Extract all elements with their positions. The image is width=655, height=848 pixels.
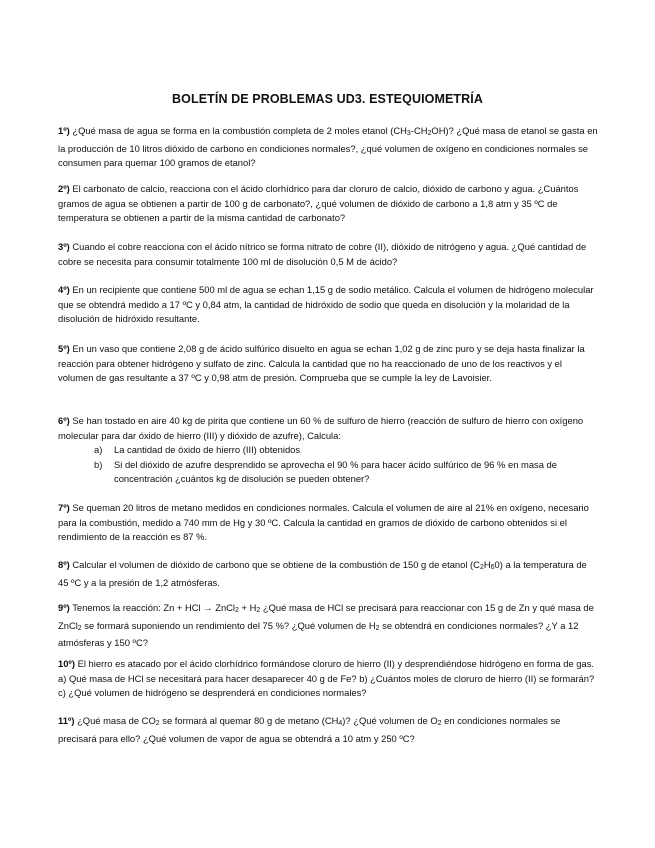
problem-text: El carbonato de calcio, reacciona con el ácido clorhídrico para dar cloruro de calcio, dióxido de carbono y agua. ¿Cuántos gramos de agua se obtienen a partir de 100 g de carbonato?, ¿qué volumen de dióxido de carbono a 1,8 atm y 35 ºC de temperatura se obtienen a partir de la misma cantidad de carbonato? bbox=[58, 183, 579, 224]
problem-text: ¿Qué masa de agua se forma en la combustión completa de 2 moles etanol (CH bbox=[69, 125, 407, 136]
problem-2 bbox=[58, 182, 598, 226]
problem-1 bbox=[58, 124, 598, 171]
list-item bbox=[58, 443, 598, 458]
problem-3 bbox=[58, 240, 598, 269]
problem-text: ¿Qué masa de HCl se precisará para reaccionar con 15 g de Zn y qué masa de ZnCl bbox=[58, 602, 594, 631]
subscript: 2 bbox=[479, 564, 484, 571]
list-item bbox=[58, 458, 598, 487]
subscript: 2 bbox=[77, 624, 82, 632]
problem-text: H bbox=[483, 559, 491, 570]
problem-6 bbox=[58, 414, 598, 487]
subscript: 2 bbox=[155, 720, 160, 727]
problem-7 bbox=[58, 501, 598, 545]
problem-text: Se queman 20 litros de metano medidos en condiciones normales. Calcula el volumen de aire al 21% en oxígeno, necesario para la combustión, medido a 740 mm de Hg y 30 ºC. Calcula la cantidad en gramos de dióxido de carbono obtenidos si el rendimiento de la reacción es 87 %. bbox=[58, 502, 589, 543]
subscript: 2 bbox=[375, 624, 380, 632]
subscript: 6 bbox=[490, 564, 495, 571]
problem-number: 9º) bbox=[58, 602, 70, 613]
problem-text: )? ¿Qué volumen de O bbox=[342, 715, 438, 726]
problem-11 bbox=[58, 714, 598, 746]
list-marker: a) bbox=[94, 444, 103, 456]
problem-text: en condiciones normales se precisará para ello? ¿Qué volumen de vapor de agua se obtendrá a 10 atm y 250 ºC? bbox=[58, 715, 561, 744]
list-marker: b) bbox=[94, 458, 103, 470]
problem-number: 6º) bbox=[58, 415, 70, 426]
document-title: BOLETÍN DE PROBLEMAS UD3. ESTEQUIOMETRÍA bbox=[172, 92, 483, 106]
problem-text: 0) a la temperatura de 45 ºC y a la presión de 1,2 atmósferas. bbox=[58, 559, 587, 588]
problem-text: Tenemos la reacción: Zn + HCl → ZnCl bbox=[69, 602, 236, 613]
problem-text: + H bbox=[238, 602, 257, 613]
problem-number: 7º) bbox=[58, 502, 70, 513]
problem-8 bbox=[58, 558, 598, 590]
list-item-text: Si del dióxido de azufre desprendido se aprovecha el 90 % para hacer ácido sulfúrico de 96 % en masa de concentración ¿cuántos kg de disolución se pueden obtener? bbox=[114, 458, 557, 485]
problem-text: OH)? ¿Qué masa de etanol se gasta en la producción de 10 litros dióxido de carbono en condiciones normales?, ¿qué volumen de oxígeno en condiciones normales se consumen para quemar 100 gramos de etanol? bbox=[58, 125, 598, 169]
problem-number: 5º) bbox=[58, 343, 70, 354]
problem-text: se obtendrá en condiciones normales? ¿Y a 12 atmósferas y 150 ºC? bbox=[58, 619, 579, 649]
subscript: 4 bbox=[338, 720, 343, 727]
subscript: 3 bbox=[406, 130, 411, 137]
problem-5 bbox=[58, 342, 598, 386]
problem-number: 3º) bbox=[58, 241, 70, 252]
subscript: 2 bbox=[437, 720, 442, 727]
problem-text: se formará al quemar 80 g de metano (CH bbox=[159, 715, 339, 726]
problem-number: 4º) bbox=[58, 284, 70, 295]
problem-4 bbox=[58, 283, 598, 327]
problem-number: 2º) bbox=[58, 183, 70, 194]
problem-text: -CH bbox=[410, 125, 428, 136]
problem-9 bbox=[58, 601, 598, 651]
problem-text: Calcular el volumen de dióxido de carbono que se obtiene de la combustión de 150 g de etanol (C bbox=[69, 559, 480, 570]
subscript: 2 bbox=[427, 130, 432, 137]
problem-number: 1º) bbox=[58, 125, 70, 136]
problem-text: En un recipiente que contiene 500 ml de agua se echan 1,15 g de sodio metálico. Calcula el volumen de hidrógeno molecular que se obtendrá medido a 17 ºC y 0,84 atm, la cantidad de hidróxido de sodio que queda en disolución y la molaridad de la disolución de hidróxido resultante. bbox=[58, 284, 594, 325]
problem-text: El hierro es atacado por el ácido clorhídrico formándose cloruro de hierro (II) y desprendiéndose hidrógeno en forma de gas. a) Qué masa de HCl se necesitará para hacer desaparecer 40 g de Fe? b) ¿Cuántos moles de cloruro de hierro (II) se formarán? c) ¿Qué volumen de hidrógeno se desprenderá en condiciones normales? bbox=[58, 658, 595, 699]
problem-text: Cuando el cobre reacciona con el ácido nítrico se forma nitrato de cobre (II), dióxido de nitrógeno y agua. ¿Qué cantidad de cobre se necesita para consumir totalmente 100 ml de disolución 0,5 M de ácido? bbox=[58, 241, 587, 267]
problem-text: ¿Qué masa de CO bbox=[74, 715, 156, 726]
subscript: 2 bbox=[256, 607, 261, 614]
problem-number: 8º) bbox=[58, 559, 70, 570]
problem-text: En un vaso que contiene 2,08 g de ácido sulfúrico disuelto en agua se echan 1,02 g de zinc puro y se deja hasta finalizar la reacción para obtener hidrógeno y sulfato de zinc. Calcula la cantidad que no ha reaccionado de uno de los reactivos y el volumen de gas resultante a 37 ºC y 0,98 atm de presión. Comprueba que se cumple la ley de Lavoisier. bbox=[58, 343, 585, 384]
list-item-text: La cantidad de óxido de hierro (III) obtenidos bbox=[114, 444, 301, 456]
problem-text: Se han tostado en aire 40 kg de pirita que contiene un 60 % de sulfuro de hierro (reacción de sulfuro de hierro con oxígeno molecular para dar óxido de hierro (III) y dióxido de azufre), Calcula: bbox=[58, 415, 584, 441]
problem-6-sublist bbox=[58, 443, 598, 487]
subscript: 2 bbox=[235, 607, 239, 614]
problem-text: se formará suponiendo un rendimiento del 75 %? ¿Qué volumen de H bbox=[81, 619, 376, 631]
problem-number: 10º) bbox=[58, 658, 75, 669]
problem-number: 11º) bbox=[58, 715, 75, 726]
problem-10 bbox=[58, 657, 598, 701]
